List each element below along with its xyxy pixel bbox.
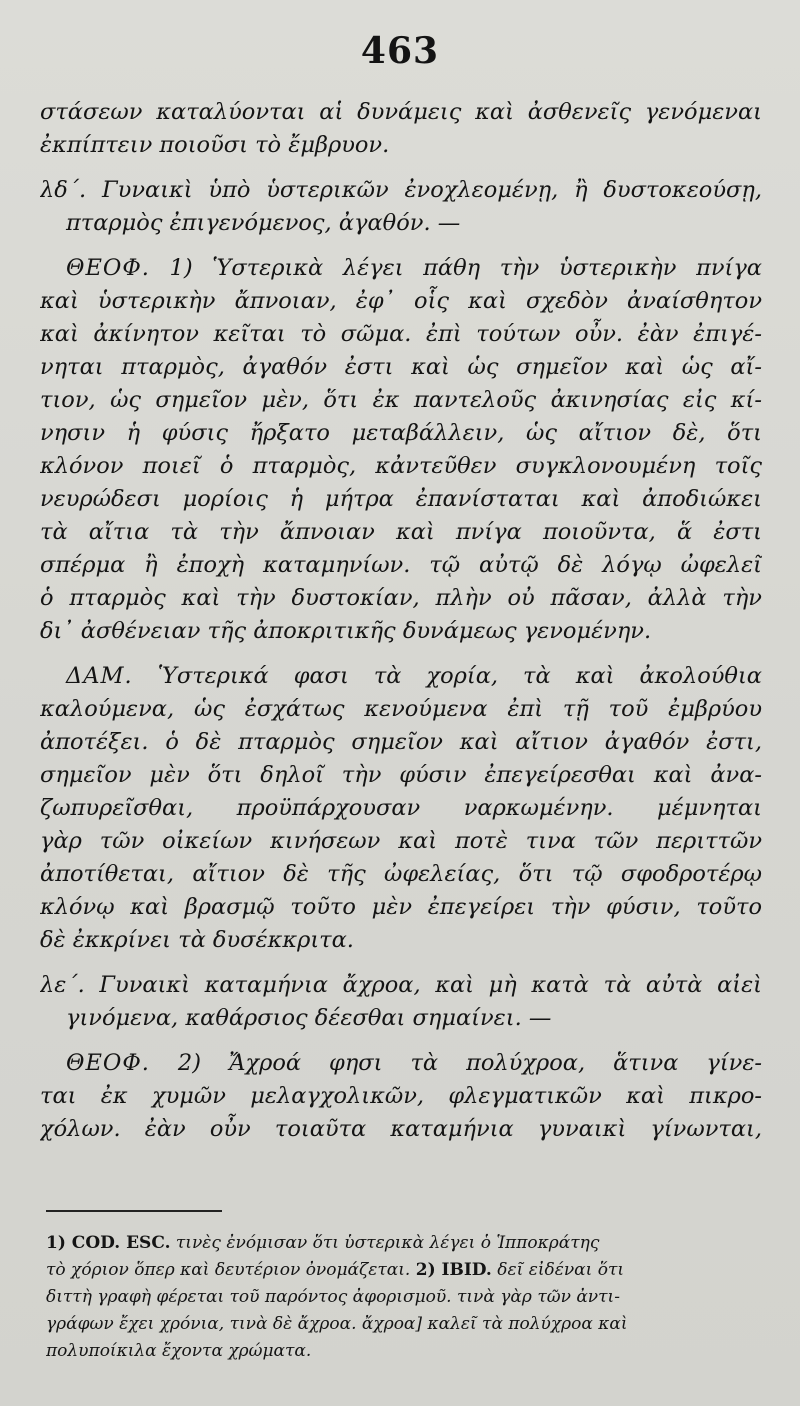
footnote-line: διττὴ γραφὴ φέρεται τοῦ παρόντος ἀφορισμοῦ. τινὰ γὰρ τῶν ἀντι- <box>46 1287 620 1307</box>
text-line: σημεῖον μὲν ὅτι δηλοῖ τὴν φύσιν ἐπεγείρεσθαι καὶ ἀνα- <box>40 762 762 788</box>
aphorism-34 <box>40 174 762 240</box>
text-line: κλόνον ποιεῖ ὁ πταρμὸς, κἀντεῦθεν συγκλονουμένη τοῖς <box>40 453 762 479</box>
aphorism-line: λε΄. Γυναικὶ καταμήνια ἄχροα, καὶ μὴ κατὰ τὰ αὐτὰ αἰεὶ <box>40 972 762 998</box>
footnote-line: γράφων ἔχει χρόνια, τινὰ δὲ ἄχροα. ἄχροα] καλεῖ τὰ πολύχροα καὶ <box>46 1314 628 1334</box>
text-line: ὁ πταρμὸς καὶ τὴν δυστοκίαν, πλὴν οὐ πᾶσαν, ἀλλὰ τὴν <box>40 585 762 611</box>
text-line: σπέρμα ἢ ἐποχὴ καταμηνίων. τῷ αὐτῷ δὲ λόγῳ ὠφελεῖ <box>40 552 762 578</box>
aphorism-number: λε΄. <box>40 972 85 998</box>
commentary-first-line: ΔΑΜ. Ὑστερικά φασι τὰ χορία, τὰ καὶ ἀκολούθια <box>66 663 762 689</box>
aphorism-35 <box>40 969 762 1035</box>
text-line: τὰ αἴτια τὰ τὴν ἄπνοιαν καὶ πνίγα ποιοῦντα, ἅ ἐστι <box>40 519 762 545</box>
text-line: καὶ ἀκίνητον κεῖται τὸ σῶμα. ἐπὶ τούτων οὖν. ἐὰν ἐπιγέ- <box>40 321 762 347</box>
commentary-first-line: ΘΕΟΦ. 1) Ὑστερικὰ λέγει πάθη τὴν ὑστερικὴν πνίγα <box>66 255 762 281</box>
text-line: νηται πταρμὸς, ἀγαθόν ἐστι καὶ ὡς σημεῖον καὶ ὡς αἴ- <box>40 354 762 380</box>
commentary-theophilus-2 <box>40 1047 762 1146</box>
aphorism-line: γινόμενα, καθάρσιος δέεσθαι σημαίνει. — <box>66 1005 552 1031</box>
text-line: καλούμενα, ὡς ἐσχάτως κενούμενα ἐπὶ τῇ τοῦ ἐμβρύου <box>40 696 762 722</box>
text-line: δὲ ἐκκρίνει τὰ δυσέκκριτα. <box>40 927 354 953</box>
text-line: ἀποτίθεται, αἴτιον δὲ τῆς ὠφελείας, ὅτι τῷ σφοδροτέρῳ <box>40 861 762 887</box>
text-line: νευρώδεσι μορίοις ἡ μήτρα ἐπανίσταται καὶ ἀποδιώκει <box>40 486 762 512</box>
commentator-siglum: ΘΕΟΦ. <box>66 1050 150 1076</box>
text-line: τιον, ὡς σημεῖον μὲν, ὅτι ἐκ παντελοῦς ἀκινησίας εἰς κί- <box>40 387 762 413</box>
text-line: στάσεων καταλύονται αἱ δυνάμεις καὶ ἀσθενεῖς γενόμεναι <box>40 99 762 125</box>
page-number: 463 <box>360 30 440 72</box>
text-line: καὶ ὑστερικὴν ἄπνοιαν, ἐφ᾽ οἷς καὶ σχεδὸν ἀναίσθητον <box>40 288 762 314</box>
aphorism-line: λδ΄. Γυναικὶ ὑπὸ ὑστερικῶν ἐνοχλεομένῃ, ἢ δυστοκεούσῃ, <box>40 177 762 203</box>
text-line: γὰρ τῶν οἰκείων κινήσεων καὶ ποτὲ τινα τῶν περιττῶν <box>40 828 762 854</box>
text-line: κλόνῳ καὶ βρασμῷ τοῦτο μὲν ἐπεγείρει τὴν φύσιν, τοῦτο <box>40 894 762 920</box>
footnote-line: τὸ χόριον ὅπερ καὶ δευτέριον ὀνομάζεται. 2) IBID. δεῖ εἰδέναι ὅτι <box>46 1260 625 1280</box>
text-line: ται ἐκ χυμῶν μελαγχολικῶν, φλεγματικῶν καὶ πικρο- <box>40 1083 762 1109</box>
text-line: ἀποτέξει. ὁ δὲ πταρμὸς σημεῖον καὶ αἴτιον ἀγαθόν ἐστι, <box>40 729 762 755</box>
commentator-siglum: ΔΑΜ. <box>66 663 133 689</box>
text-line: δι᾽ ἀσθένειαν τῆς ἀποκριτικῆς δυνάμεως γενομένην. <box>40 618 652 644</box>
aphorism-line: πταρμὸς ἐπιγενόμενος, ἀγαθόν. — <box>66 210 461 236</box>
commentary-theophilus-1 <box>40 252 762 648</box>
footnote-ref: 1) COD. ESC. <box>46 1233 171 1253</box>
footnote-line: πολυποίκιλα ἔχοντα χρώματα. <box>46 1341 312 1361</box>
aphorism-number: λδ΄. <box>40 177 87 203</box>
footnote-rule <box>46 1210 222 1212</box>
main-text <box>40 96 762 1146</box>
footnote-line: 1) COD. ESC. τινὲς ἐνόμισαν ὅτι ὑστερικὰ λέγει ὁ Ἱπποκράτης <box>46 1233 600 1253</box>
commentary-damascius <box>40 660 762 957</box>
text-line: νησιν ἡ φύσις ἤρξατο μεταβάλλειν, ὡς αἴτιον δὲ, ὅτι <box>40 420 762 446</box>
text-line: ἐκπίπτειν ποιοῦσι τὸ ἔμβρυον. <box>40 132 390 158</box>
footnote-ref: 2) IBID. <box>415 1260 492 1280</box>
text-line: χόλων. ἐὰν οὖν τοιαῦτα καταμήνια γυναικὶ γίνωνται, <box>40 1116 762 1142</box>
text-line: ζωπυρεῖσθαι, προϋπάρχουσαν ναρκωμένην. μέμνηται <box>40 795 762 821</box>
footnotes <box>46 1230 758 1365</box>
commentary-first-line: ΘΕΟΦ. 2) Ἄχροά φησι τὰ πολύχροα, ἅτινα γίνε- <box>66 1050 762 1076</box>
commentator-siglum: ΘΕΟΦ. <box>66 255 150 281</box>
